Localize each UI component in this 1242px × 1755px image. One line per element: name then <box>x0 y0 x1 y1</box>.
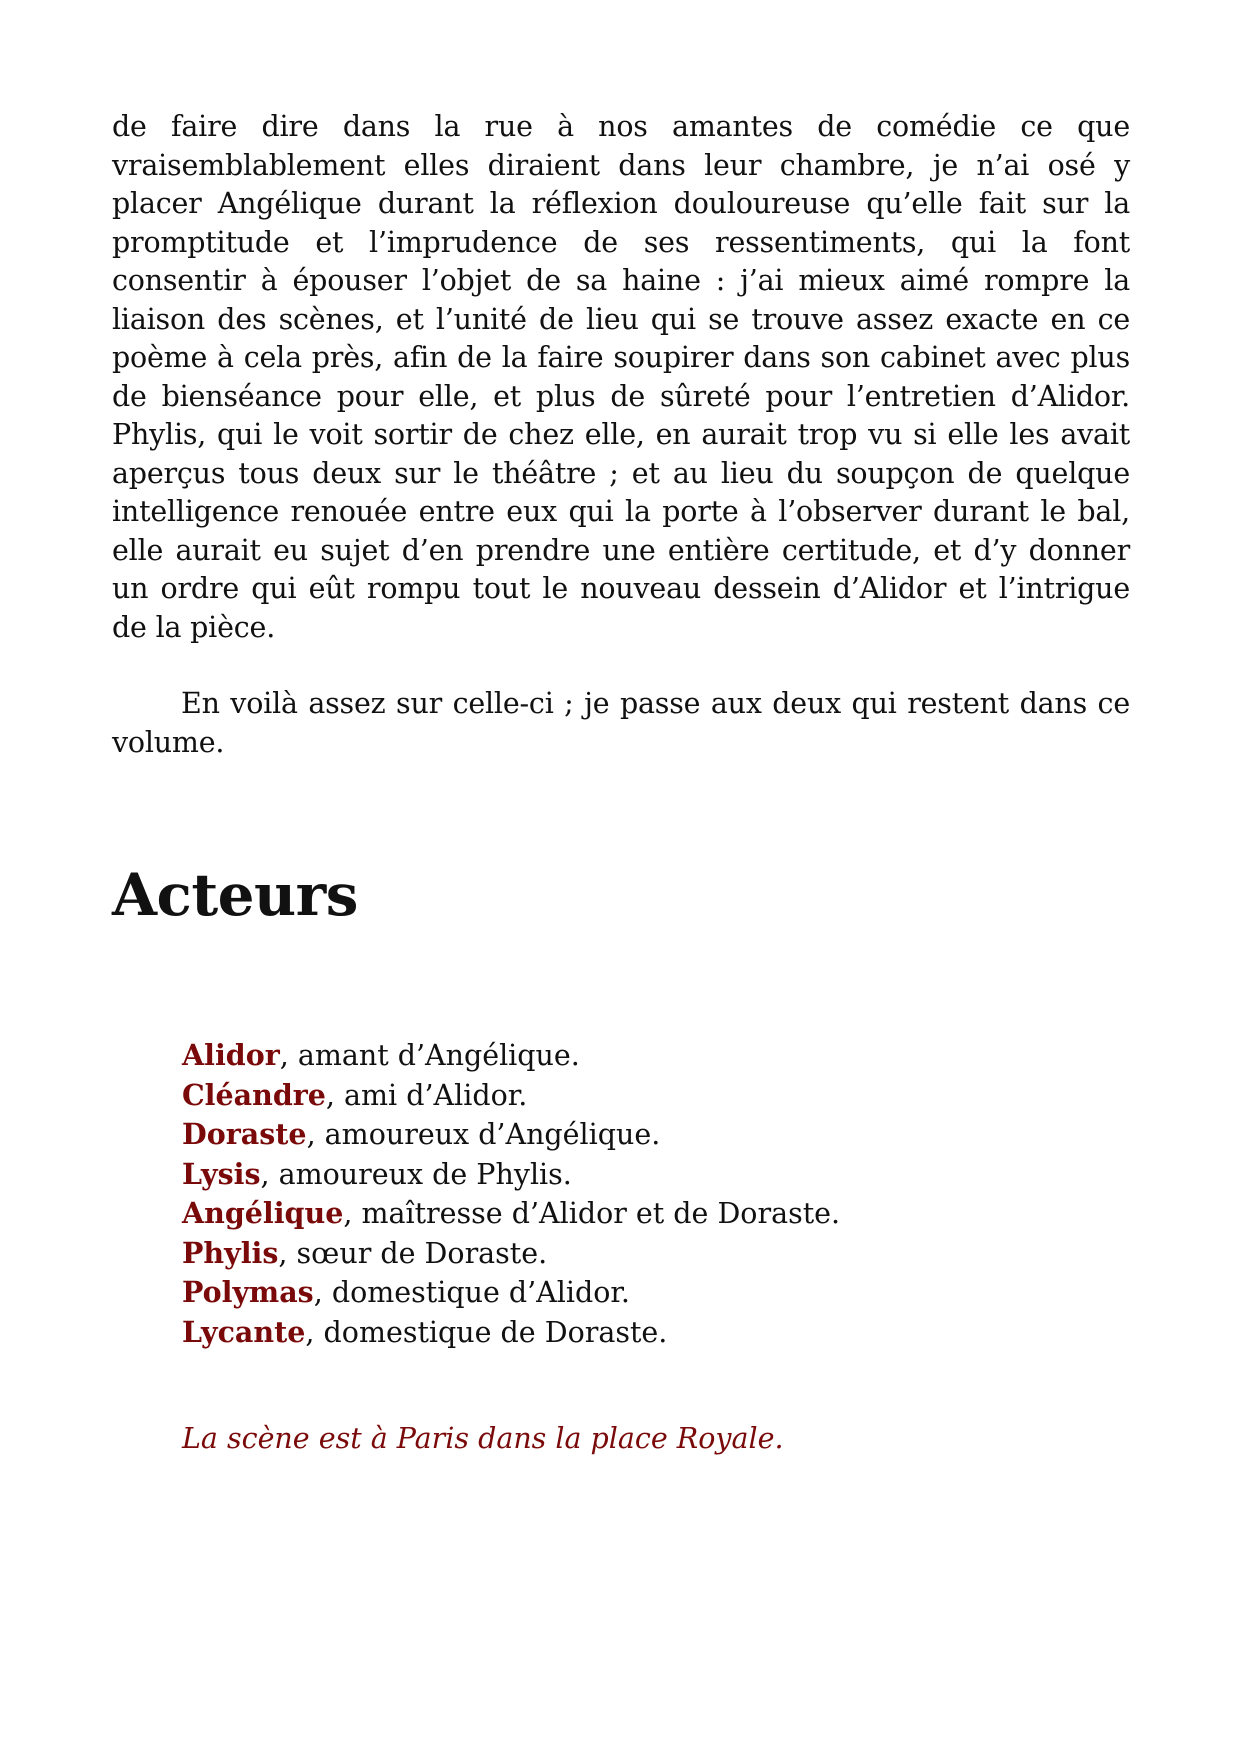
cast-item <box>182 1155 840 1195</box>
cast-item <box>182 1076 840 1116</box>
body-paragraph-closing: En voilà assez sur celle-ci ; je passe aux deux qui restent dans ce volume. <box>112 687 1130 759</box>
cast-item <box>182 1234 840 1274</box>
cast-item <box>182 1115 840 1155</box>
section-heading: Acteurs <box>112 861 358 929</box>
cast-name: Polymas <box>182 1275 314 1309</box>
cast-item <box>182 1036 840 1076</box>
cast-description: , amoureux d’Angélique. <box>306 1118 661 1151</box>
cast-item <box>182 1194 840 1234</box>
cast-name: Lysis <box>182 1156 261 1191</box>
cast-item <box>182 1313 840 1353</box>
cast-description: , amant d’Angélique. <box>279 1039 580 1072</box>
cast-name: Phylis <box>182 1235 279 1270</box>
cast-item <box>182 1273 840 1313</box>
cast-list <box>182 1036 840 1352</box>
cast-description: , domestique de Doraste. <box>305 1315 668 1349</box>
cast-description: , sœur de Doraste. <box>278 1236 548 1270</box>
document-page <box>112 108 1130 1455</box>
cast-name: Doraste <box>182 1117 307 1151</box>
cast-name: Alidor <box>182 1038 280 1072</box>
cast-description: , ami d’Alidor. <box>325 1078 528 1112</box>
cast-name: Cléandre <box>182 1077 326 1112</box>
cast-description: , amoureux de Phylis. <box>260 1157 572 1191</box>
cast-name: Lycante <box>182 1314 306 1349</box>
cast-description: , maîtresse d’Alidor et de Doraste. <box>343 1197 841 1230</box>
scene-setting: La scène est à Paris dans la place Royale. <box>182 1422 784 1455</box>
cast-description: , domestique d’Alidor. <box>313 1276 630 1309</box>
body-paragraph: de faire dire dans la rue à nos amantes de comédie ce que vraisemblablement elles diraient dans leur chambre, je n’ai osé y placer Angélique durant la réflexion douloureuse qu’elle fait sur la promptitude et l’imprudence de ses ressentiments, qui la font consentir à épouser l’objet de sa haine : j’ai mieux aimé rompre la liaison des scènes, et l’unité de lieu qui se trouve assez exacte en ce poème à cela près, afin de la faire soupirer dans son cabinet avec plus de bienséance pour elle, et plus de sûreté pour l’entretien d’Alidor. Phylis, qui le voit sortir de chez elle, en aurait trop vu si elle les avait aperçus tous deux sur le théâtre ; et au lieu du soupçon de quelque intelligence renouée entre eux qui la porte à l’observer durant le bal, elle aurait eu sujet d’en prendre une entière certitude, et d’y donner un ordre qui eût rompu tout le nouveau dessein d’Alidor et l’intrigue de la pièce. <box>112 110 1130 644</box>
cast-name: Angélique <box>182 1196 344 1230</box>
